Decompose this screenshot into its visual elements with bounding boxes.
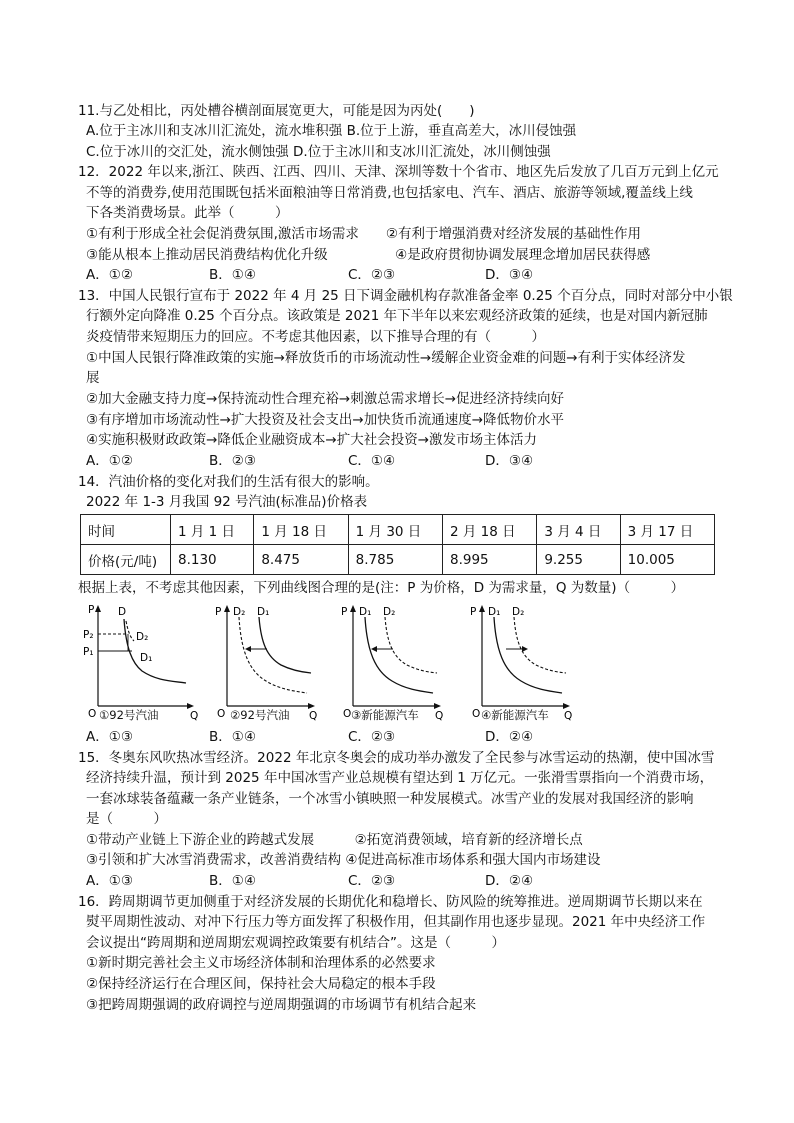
axis-q-label: Q (435, 710, 444, 722)
curve-label-d2: D₂ (512, 606, 525, 618)
q15-stem-line1: 15．冬奥东风吹热冰雪经济。2022 年北京冬奥会的成功举办激发了全民参与冰雪运动的热潮，使中国冰雪 (78, 750, 715, 766)
table-cell-date: 1 月 18 日 (254, 515, 348, 545)
curve-d1 (494, 617, 562, 693)
curve-label-d: D (118, 606, 127, 618)
table-header-time: 时间 (81, 515, 171, 545)
axis-q-label: Q (309, 710, 318, 722)
graph-3-caption: ③新能源汽车 (351, 708, 419, 722)
option-a: A．①③ (86, 873, 133, 889)
table-cell-date: 3 月 4 日 (537, 515, 620, 545)
graph-1-caption: ①92号汽油 (99, 708, 159, 722)
table-cell-price: 9.255 (537, 545, 620, 575)
table-header-price: 价格(元/吨) (81, 545, 171, 575)
curve-label-d1: D₁ (359, 606, 372, 618)
y-axis-arrow (479, 605, 485, 612)
q13-statement-1a: ①中国人民银行降准政策的实施→释放货币的市场流动性→缓解企业资金难的问题→有利于实体经济发 (86, 350, 686, 366)
q12-stem-line2: 不等的消费券,使用范围既包括米面粮油等日常消费,也包括家电、汽车、酒店、旅游等领域,覆盖线上线 (86, 185, 693, 201)
graph-2-caption: ②92号汽油 (230, 708, 290, 722)
q15-statement-12: ①带动产业链上下游企业的跨越式发展 ②拓宽消费领域，培育新的经济增长点 (86, 832, 583, 848)
table-row (81, 515, 715, 545)
curve-d1 (124, 619, 186, 683)
q11-options-cd: C.位于冰川的交汇处，流水侧蚀强 D.位于主冰川和支冰川汇流处，冰川侧蚀强 (86, 144, 551, 160)
option-c: C．②③ (348, 873, 396, 889)
q15-stem-line4: 是（ ） (86, 811, 167, 827)
option-a: A．①② (86, 267, 133, 283)
q11-options-ab: A.位于主冰川和支冰川汇流处，流水堆积强 B.位于上游，垂直高差大，冰川侵蚀强 (86, 123, 577, 139)
origin-label: O (343, 708, 352, 720)
price-label-p2: P₂ (83, 629, 94, 641)
q12-stem-line3: 下各类消费场景。此举（ ） (86, 205, 289, 221)
table-cell-price: 8.475 (254, 545, 348, 575)
y-axis-arrow (224, 605, 230, 612)
origin-label: O (217, 708, 226, 720)
origin-label: O (472, 708, 481, 720)
q13-statement-2: ②加大金融支持力度→保持流动性合理充裕→刺激总需求增长→促进经济持续向好 (86, 391, 565, 407)
q13-stem-line1: 13．中国人民银行宣布于 2022 年 4 月 25 日下调金融机构存款准备金率 0.25 个百分点，同时对部分中小银 (78, 288, 733, 304)
y-axis-arrow (95, 605, 101, 612)
option-c: C．②③ (348, 267, 396, 283)
table-cell-date: 1 月 30 日 (348, 515, 442, 545)
option-b: B．①④ (209, 267, 256, 283)
curve-d1 (365, 617, 433, 693)
table-row (81, 545, 715, 575)
option-d: D．③④ (485, 453, 534, 469)
axis-p-label: P (215, 606, 222, 618)
table-cell-date: 3 月 17 日 (620, 515, 714, 545)
q16-statement-2: ②保持经济运行在合理区间，保持社会大局稳定的根本手段 (86, 976, 436, 992)
q11-stem: 11.与乙处相比，丙处槽谷横剖面展宽更大，可能是因为丙处( ) (78, 103, 475, 119)
table-cell-price: 8.130 (171, 545, 254, 575)
curve-label-d2: D₂ (383, 606, 396, 618)
q14-stem: 14．汽油价格的变化对我们的生活有很大的影响。 (78, 474, 379, 490)
q16-statement-1: ①新时期完善社会主义市场经济体制和治理体系的必然要求 (86, 955, 436, 971)
q12-statement-12: ①有利于形成全社会促消费氛围,激活市场需求 ②有利于增强消费对经济发展的基础性作用 (86, 226, 641, 242)
origin-label: O (88, 708, 97, 720)
curve-label-d1: D₁ (488, 606, 501, 618)
shift-arrow-head (522, 646, 528, 652)
option-d: D．③④ (485, 267, 534, 283)
price-label-p1: P₁ (83, 646, 94, 658)
axis-p-label: P (88, 604, 95, 616)
option-c: C．①④ (348, 453, 396, 469)
table-cell-date: 1 月 1 日 (171, 515, 254, 545)
q14-question: 根据上表，不考虑其他因素，下列曲线图合理的是(注：P 为价格，D 为需求量，Q 为数量)（ ） (78, 580, 685, 596)
curve-d2 (514, 617, 566, 673)
curve-label-d2: D₂ (233, 606, 246, 618)
q16-stem-line2: 熨平周期性波动、对冲下行压力等方面发挥了积极作用，但其副作用也逐步显现。2021 年中央经济工作 (86, 914, 706, 930)
option-a: A．①③ (86, 729, 133, 745)
q13-stem-line3: 炎疫情带来短期压力的回应。不考虑其他因素，以下推导合理的有（ ） (86, 329, 545, 345)
table-cell-price: 8.995 (442, 545, 536, 575)
x-axis-arrow (563, 703, 570, 709)
axis-p-label: P (470, 606, 477, 618)
axis-q-label: Q (564, 710, 573, 722)
curve-label-d1: D₁ (257, 606, 270, 618)
curve-d2 (385, 617, 437, 673)
axis-q-label: Q (190, 710, 199, 722)
option-c: C．②③ (348, 729, 396, 745)
q15-stem-line3: 一套冰球装备蕴藏一条产业链条，一个冰雪小镇映照一种发展模式。冰雪产业的发展对我国经济的影响 (86, 791, 694, 807)
q13-statement-3: ③有序增加市场流动性→扩大投资及社会支出→加快货币流通速度→降低物价水平 (86, 412, 565, 428)
axis-p-label: P (341, 606, 348, 618)
x-axis-arrow (308, 703, 315, 709)
x-axis-arrow (187, 703, 194, 709)
q15-statement-34: ③引领和扩大冰雪消费需求，改善消费结构 ④促进高标准市场体系和强大国内市场建设 (86, 852, 601, 868)
option-b: B．②③ (209, 453, 256, 469)
curve-label-d1: D₁ (140, 652, 153, 664)
curve-label-d2: D₂ (136, 631, 149, 643)
shift-arrow-head (371, 646, 377, 652)
y-axis-arrow (350, 605, 356, 612)
table-cell-date: 2 月 18 日 (442, 515, 536, 545)
option-a: A．①② (86, 453, 133, 469)
q14-table-caption: 2022 年 1-3 月我国 92 号汽油(标准品)价格表 (86, 494, 368, 510)
curve-d2 (126, 621, 134, 641)
curve-d1 (259, 617, 311, 673)
q12-stem-line1: 12．2022 年以来,浙江、陕西、江西、四川、天津、深圳等数十个省市、地区先后发放了几百万元到上亿元 (78, 164, 719, 180)
option-d: D．②④ (485, 729, 534, 745)
q16-statement-3: ③把跨周期强调的政府调控与逆周期强调的市场调节有机结合起来 (86, 997, 477, 1013)
shift-arrow-head (245, 646, 251, 652)
option-d: D．②④ (485, 873, 534, 889)
gasoline-price-table (80, 514, 715, 575)
q13-statement-1b: 展 (86, 370, 100, 386)
q12-statement-34: ③能从根本上推动居民消费结构优化升级 ④是政府贯彻协调发展理念增加居民获得感 (86, 247, 651, 263)
x-axis-arrow (434, 703, 441, 709)
q15-stem-line2: 经济持续升温，预计到 2025 年中国冰雪产业总规模有望达到 1 万亿元。一张滑雪票指向一个消费市场， (86, 770, 714, 786)
curve-d2 (239, 617, 307, 693)
table-cell-price: 8.785 (348, 545, 442, 575)
table-cell-price: 10.005 (620, 545, 714, 575)
option-b: B．①④ (209, 873, 256, 889)
option-b: B．①④ (209, 729, 256, 745)
q13-statement-4: ④实施积极财政政策→降低企业融资成本→扩大社会投资→激发市场主体活力 (86, 432, 538, 448)
q16-stem-line3: 会议提出“跨周期和逆周期宏观调控政策要有机结合”。这是（ ） (86, 935, 505, 951)
q16-stem-line1: 16．跨周期调节更加侧重于对经济发展的长期优化和稳增长、防风险的统筹推进。逆周期调节长期以来在 (78, 894, 703, 910)
q13-stem-line2: 行额外定向降准 0.25 个百分点。该政策是 2021 年下半年以来宏观经济政策的延续，也是对国内新冠肺 (86, 308, 708, 324)
graph-4-caption: ④新能源汽车 (481, 708, 549, 722)
